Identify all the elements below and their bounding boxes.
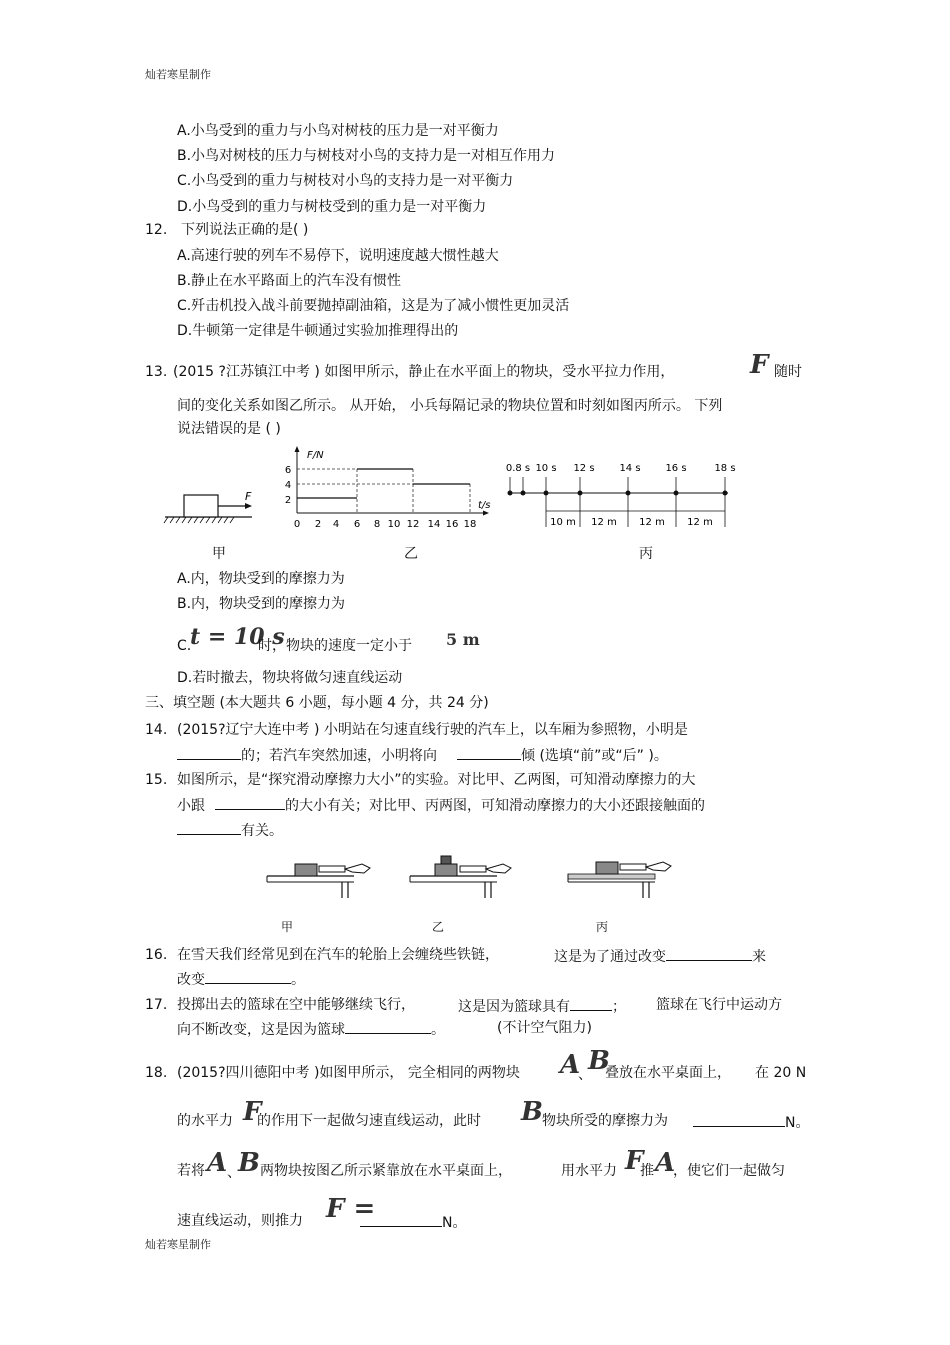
q17-number: 17. (145, 997, 168, 1013)
q12-option-b: B.静止在水平路面上的汽车没有惯性 (177, 273, 402, 289)
q15-line1: 如图所示，是“探究滑动摩擦力大小”的实验。对比甲、乙两图，可知滑动摩擦力的大 (177, 772, 696, 788)
q13-figure-timeline (500, 455, 750, 535)
q13-number: 13. (145, 364, 168, 380)
distance-12m-c: 12 m (687, 517, 713, 528)
q14-blank-2[interactable] (457, 745, 521, 760)
q12-option-d: D.牛顿第一定律是牛顿通过实验加推理得出的 (177, 323, 459, 339)
q18-number: 18. (145, 1065, 168, 1081)
q15-line3-b: 有关。 (241, 823, 283, 839)
q14-line1: (2015?辽宁大连中考 ) 小明站在匀速直线行驶的汽车上，以车厢为参照物，小明是 (177, 722, 688, 738)
q17-line2-b: 。 (431, 1022, 445, 1038)
y-tick-6: 6 (284, 465, 292, 476)
q13-line3: 说法错误的是 ( ) (177, 421, 281, 437)
q13-option-b: B.内，物块受到的摩擦力为 (177, 596, 346, 612)
q16-blank-2[interactable] (205, 969, 291, 984)
q18-blank-1[interactable] (693, 1112, 785, 1127)
q13-option-c-value: 5 m (446, 630, 480, 649)
q17-line2-c: (不计空气阻力) (497, 1020, 592, 1036)
q18-symbol-f: F (243, 1097, 262, 1127)
q13-fig-label-bing: 丙 (639, 546, 653, 562)
q16-number: 16. (145, 947, 168, 963)
q18-line1-c: 在 20 N (755, 1065, 807, 1081)
q18-line4-b: N。 (442, 1215, 467, 1231)
q15-fig-label-jia: 甲 (281, 920, 294, 934)
q18-line3-c: 用水平力 (561, 1163, 617, 1179)
q11-option-d: D.小鸟受到的重力与树枝受到的重力是一对平衡力 (177, 199, 487, 215)
q18-line3-e: ，使它们一起做匀 (673, 1163, 785, 1179)
distance-10m: 10 m (550, 517, 576, 528)
q13-line1-end: 随时 (774, 364, 802, 380)
y-tick-4: 4 (284, 480, 292, 491)
q18-symbol-a2: A (207, 1148, 228, 1178)
q18-line2-b: 的作用下一起做匀速直线运动，此时 (257, 1113, 481, 1129)
q15-figure-jia (262, 850, 382, 900)
q16-line1-c: 来 (752, 949, 766, 965)
q14-line2-b: 倾 (选填“前”或“后” )。 (521, 748, 668, 764)
q16-line2-a: 改变 (177, 972, 205, 988)
q18-line2-a: 的水平力 (177, 1113, 233, 1129)
x-axis-label: t/s (478, 500, 491, 511)
time-label-10s: 10 s (535, 463, 557, 474)
page-footer: 灿若寒星制作 (145, 1238, 211, 1251)
q18-line3-b: 两物块按图乙所示紧靠放在水平桌面上， (260, 1163, 512, 1179)
q13-line2: 间的变化关系如图乙所示。 从开始， 小兵每隔记录的物块位置和时刻如图丙所示。 下列 (177, 398, 723, 414)
q18-line2-c: 物块所受的摩擦力为 (542, 1113, 668, 1129)
x-tick-2: 2 (314, 519, 322, 530)
q13-figure-graph (280, 442, 500, 534)
y-axis-arrow (295, 446, 300, 452)
q16-line2-b: 。 (291, 972, 305, 988)
x-tick-0: 0 (293, 519, 301, 530)
q15-fig-label-yi: 乙 (432, 920, 445, 934)
q16-line1-b-text: 这是为了通过改变 (554, 949, 666, 965)
q17-line1-a: 投掷出去的篮球在空中能够继续飞行， (177, 997, 415, 1013)
q15-line2-b: 的大小有关；对比甲、丙两图，可知滑动摩擦力的大小还跟接触面的 (285, 798, 705, 814)
q15-line2-a: 小跟 (177, 798, 205, 814)
q15-blank-2[interactable] (177, 820, 241, 835)
q13-option-a: A.内，物块受到的摩擦力为 (177, 571, 345, 587)
block (184, 495, 218, 517)
q15-line2 (177, 795, 705, 815)
q18-line4-blank (360, 1212, 466, 1232)
x-tick-4: 4 (332, 519, 340, 530)
q18-f-equals: F = (326, 1194, 376, 1224)
time-label-14s: 14 s (619, 463, 641, 474)
q13-figure-block (160, 485, 260, 530)
q18-line1-b: 叠放在水平桌面上， (605, 1065, 731, 1081)
q18-symbol-a3: A (655, 1148, 676, 1178)
q18-line1-a: (2015?四川德阳中考 )如图甲所示， 完全相同的两物块 (177, 1065, 520, 1081)
q15-fig-label-bing: 丙 (596, 920, 609, 934)
q14-line2-a: 的；若汽车突然加速，小明将向 (241, 748, 437, 764)
q12-number: 12. (145, 222, 168, 238)
q13-option-c-formula: t = 10 s (190, 624, 285, 650)
time-label-0.8s: 0.8 s (505, 463, 531, 474)
q18-separator: 、 (578, 1067, 592, 1083)
q18-line2-blank (693, 1112, 809, 1132)
q13-f-symbol: F (750, 350, 769, 380)
q18-line3-a: 若将 (177, 1163, 205, 1179)
q18-separator-2: 、 (227, 1165, 241, 1181)
q12-option-c: C.歼击机投入战斗前要抛掉副油箱，这是为了减小惯性更加灵活 (177, 298, 570, 314)
q16-line1: 在雪天我们经常见到在汽车的轮胎上会缠绕些铁链， (177, 947, 499, 963)
arrow-head (245, 503, 252, 509)
q18-symbol-a: A (560, 1050, 581, 1080)
x-tick-6: 6 (353, 519, 361, 530)
q11-option-c: C.小鸟受到的重力与树枝对小鸟的支持力是一对平衡力 (177, 173, 514, 189)
q13-option-c-text: 时，物块的速度一定小于 (258, 638, 412, 654)
q18-line4-a: 速直线运动，则推力 (177, 1213, 303, 1229)
x-axis-arrow (483, 511, 489, 516)
q14-blank-1[interactable] (177, 745, 241, 760)
q18-line3-d: 推 (640, 1163, 654, 1179)
q11-option-b: B.小鸟对树枝的压力与树枝对小鸟的支持力是一对相互作用力 (177, 148, 556, 164)
q15-blank-1[interactable] (215, 795, 285, 810)
q17-line1-c: ； (612, 999, 626, 1015)
q13-fig-label-yi: 乙 (404, 546, 418, 562)
distance-12m-b: 12 m (639, 517, 665, 528)
y-axis-label: F/N (307, 450, 324, 461)
x-tick-12: 12 (406, 519, 420, 530)
q16-line2 (177, 969, 305, 989)
q18-symbol-b3: B (238, 1148, 260, 1178)
q14-number: 14. (145, 722, 168, 738)
q15-number: 15. (145, 772, 168, 788)
q17-line1-b (458, 996, 626, 1016)
q17-line2-a: 向不断改变，这是因为篮球 (177, 1022, 345, 1038)
q13-option-d: D.若时撤去，物块将做匀速直线运动 (177, 670, 403, 686)
x-tick-16: 16 (445, 519, 459, 530)
q13-fig-label-jia: 甲 (212, 546, 226, 562)
q13-line1: (2015 ?江苏镇江中考 ) 如图甲所示，静止在水平面上的物块，受水平拉力作用， (173, 364, 675, 380)
time-label-18s: 18 s (714, 463, 736, 474)
q12-option-a: A.高速行驶的列车不易停下，说明速度越大惯性越大 (177, 248, 499, 264)
surface-hatch (164, 517, 234, 523)
time-label-16s: 16 s (665, 463, 687, 474)
q13-option-c-prefix: C. (177, 638, 192, 654)
q11-option-a: A.小鸟受到的重力与小鸟对树枝的压力是一对平衡力 (177, 123, 499, 139)
force-label: F (245, 490, 252, 503)
x-tick-14: 14 (427, 519, 441, 530)
x-tick-18: 18 (463, 519, 477, 530)
q15-figure-yi (405, 850, 525, 900)
q14-line2 (177, 745, 668, 765)
q12-stem: 下列说法正确的是( ) (181, 222, 309, 238)
page-header: 灿若寒星制作 (145, 68, 211, 81)
time-label-12s: 12 s (573, 463, 595, 474)
x-tick-10: 10 (387, 519, 401, 530)
x-tick-8: 8 (373, 519, 381, 530)
distance-12m-a: 12 m (591, 517, 617, 528)
q18-symbol-f2: F (625, 1146, 644, 1176)
q16-line1-b (554, 946, 766, 966)
q18-blank-2[interactable] (360, 1212, 442, 1227)
q15-figure-bing (563, 850, 683, 900)
section-3-heading: 三、填空题 (本大题共 6 小题，每小题 4 分，共 24 分) (145, 695, 489, 711)
q18-line2-d: N。 (785, 1115, 810, 1131)
q17-line1-d: 篮球在飞行中运动方 (656, 997, 782, 1013)
q16-blank-1[interactable] (666, 946, 752, 961)
q18-symbol-b2: B (521, 1097, 543, 1127)
y-tick-2: 2 (284, 495, 292, 506)
q18-symbol-b: B (588, 1046, 610, 1076)
q17-blank-1[interactable] (570, 996, 612, 1011)
q17-line2 (177, 1019, 445, 1039)
graph-guides (297, 469, 470, 513)
q15-line3 (177, 820, 283, 840)
q17-line1-b-text: 这是因为篮球具有 (458, 999, 570, 1015)
q17-blank-2[interactable] (345, 1019, 431, 1034)
